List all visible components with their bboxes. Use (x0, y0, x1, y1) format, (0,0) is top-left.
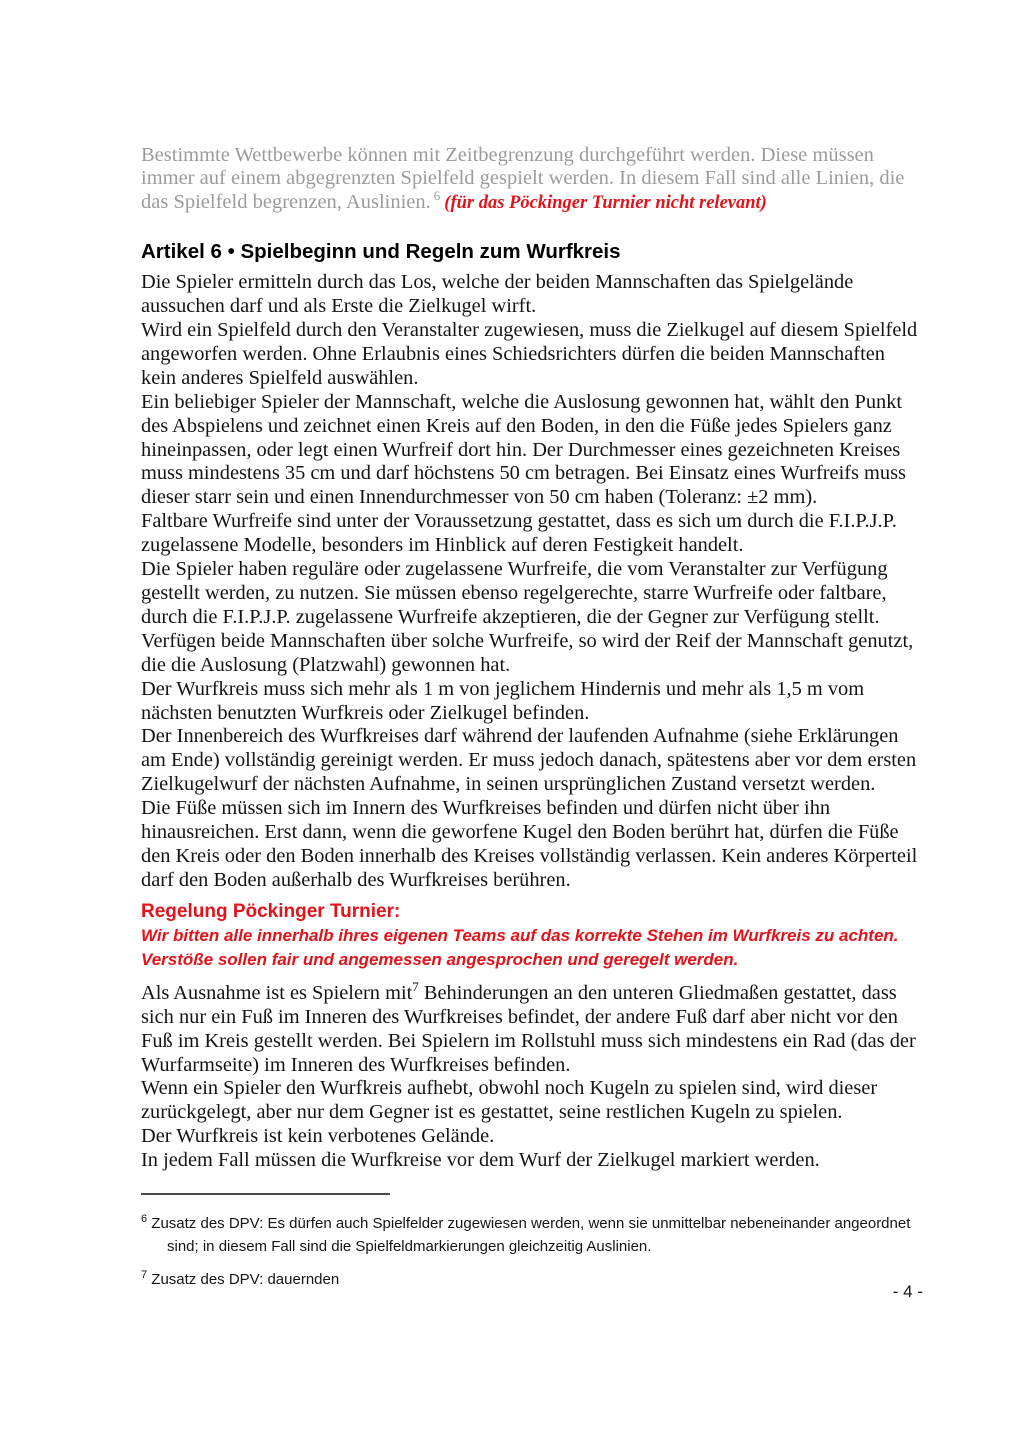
body-paragraph-exception (141, 978, 923, 1078)
body-paragraph-4: Faltbare Wurfreife sind unter der Voraussetzung gestattet, dass es sich um durch die F.I.P.J.P. zugelassene Modelle, besonders im Hinblick auf deren Festigkeit handelt. (141, 510, 897, 557)
page-number: - 4 - (892, 1282, 923, 1301)
body-paragraph-1: Die Spieler ermitteln durch das Los, welche der beiden Mannschaften das Spielgelände aussuchen darf und als Erste die Zielkugel wirft. (141, 271, 854, 318)
article-heading: Artikel 6 • Spielbeginn und Regeln zum Wurfkreis (141, 240, 621, 264)
intro-red-note: (für das Pöckinger Turnier nicht relevant) (444, 192, 767, 213)
body-paragraph-3: Ein beliebiger Spieler der Mannschaft, welche die Auslosung gewonnen hat, wählt den Punkt des Abspielens und zeichnet einen Kreis auf den Boden, in den die Füße jedes Spielers ganz hineinpassen, oder legt einen Wurfreif dort hin. Der Durchmesser eines gezeichneten Kreises muss mindestens 35 cm und darf höchstens 50 cm betragen. Bei Einsatz eines Wurfreifs muss dieser starr sein und einen Innendurchmesser von 50 cm haben (Toleranz: ±2 mm). (141, 390, 906, 509)
footnote-6 (141, 1212, 923, 1258)
footnote-6-text: Zusatz des DPV: Es dürfen auch Spielfelder zugewiesen werden, wenn sie unmittelbar nebeneinander angeordnet sind; in diesem Fall sind die Spielfeldmarkierungen gleichzeitig Auslinien. (151, 1215, 911, 1256)
article-body (141, 271, 923, 1173)
regelung-text: Wir bitten alle innerhalb ihres eigenen Teams auf das korrekte Stehen im Wurfkreis zu achten. Verstöße sollen fair und angemessen angesprochen und geregelt werden. (141, 925, 899, 969)
exception-text-before: Als Ausnahme ist es Spielern mit (141, 981, 413, 1004)
footnote-ref-6: 6 (433, 187, 441, 203)
regelung-heading: Regelung Pöckinger Turnier: (141, 900, 401, 922)
exception-text-after: Behinderungen an den unteren Gliedmaßen gestattet, dass sich nur ein Fuß im Inneren des Wurfkreises befindet, der andere Fuß darf aber nicht vor den Fuß im Kreis gestellt werden. Bei Spielern im Rollstuhl muss sich mindestens ein Rad (das der Wurfarmseite) im Inneren des Wurfkreises befinden. (141, 981, 916, 1076)
body-paragraph-2: Wird ein Spielfeld durch den Veranstalter zugewiesen, muss die Zielkugel auf diesem Spielfeld angeworfen werden. Ohne Erlaubnis eines Schiedsrichters dürfen die beiden Mannschaften kein anderes Spielfeld auswählen. (141, 319, 918, 389)
footnote-7-text: Zusatz des DPV: dauernden (151, 1271, 340, 1289)
body-paragraph-9: Wenn ein Spieler den Wurfkreis aufhebt, obwohl noch Kugeln zu spielen sind, wird dieser zurückgelegt, aber nur dem Gegner ist es gestattet, seine restlichen Kugeln zu spielen. (141, 1077, 878, 1124)
body-paragraph-11: In jedem Fall müssen die Wurfkreise vor dem Wurf der Zielkugel markiert werden. (141, 1149, 820, 1172)
body-paragraph-10: Der Wurfkreis ist kein verbotenes Gelände. (141, 1125, 495, 1148)
text-block (141, 144, 923, 1301)
body-paragraph-6: Der Wurfkreis muss sich mehr als 1 m von jeglichem Hindernis und mehr als 1,5 m vom nächsten benutzten Wurfkreis oder Zielkugel befinden. (141, 677, 865, 724)
footnote-7-marker: 7 (141, 1269, 148, 1282)
body-paragraph-7: Der Innenbereich des Wurfkreises darf während der laufenden Aufnahme (siehe Erklärungen am Ende) vollständig gereinigt werden. Er muss jedoch danach, spätestens aber vor dem ersten Zielkugelwurf der nächsten Aufnahme, in seinen ursprünglichen Zustand versetzt werden. (141, 725, 917, 796)
body-paragraph-5: Die Spieler haben reguläre oder zugelassene Wurfreife, die vom Veranstalter zur Verfügung gestellt werden, zu nutzen. Sie müssen ebenso regelgerechte, starre Wurfreife oder faltbare, durch die F.I.P.J.P. zugelassene Wurfreife akzeptieren, die der Gegner zur Verfügung stellt. Verfügen beide Mannschaften über solche Wurfreife, so wird der Reif der Mannschaft genutzt, die die Auslosung (Platzwahl) gewonnen hat. (141, 558, 914, 676)
footnotes-section (141, 1212, 923, 1291)
body-paragraph-8: Die Füße müssen sich im Innern des Wurfkreises befinden und dürfen nicht über ihn hinausreichen. Erst dann, wenn die geworfene Kugel den Boden berührt hat, dürfen die Füße den Kreis oder den Boden innerhalb des Kreises vollständig verlassen. Kein anderes Körperteil darf den Boden außerhalb des Wurfkreises berühren. (141, 797, 918, 891)
footnote-ref-7: 7 (412, 978, 419, 994)
intro-gray-text: Bestimmte Wettbewerbe können mit Zeitbegrenzung durchgeführt werden. Diese müssen immer auf einem abgegrenzten Spielfeld gespielt werden. In diesem Fall sind alle Linien, die das Spielfeld begrenzen, Auslinien. (141, 144, 905, 213)
footnote-6-marker: 6 (141, 1213, 148, 1226)
footnote-divider (141, 1193, 390, 1195)
intro-paragraph (141, 144, 923, 215)
